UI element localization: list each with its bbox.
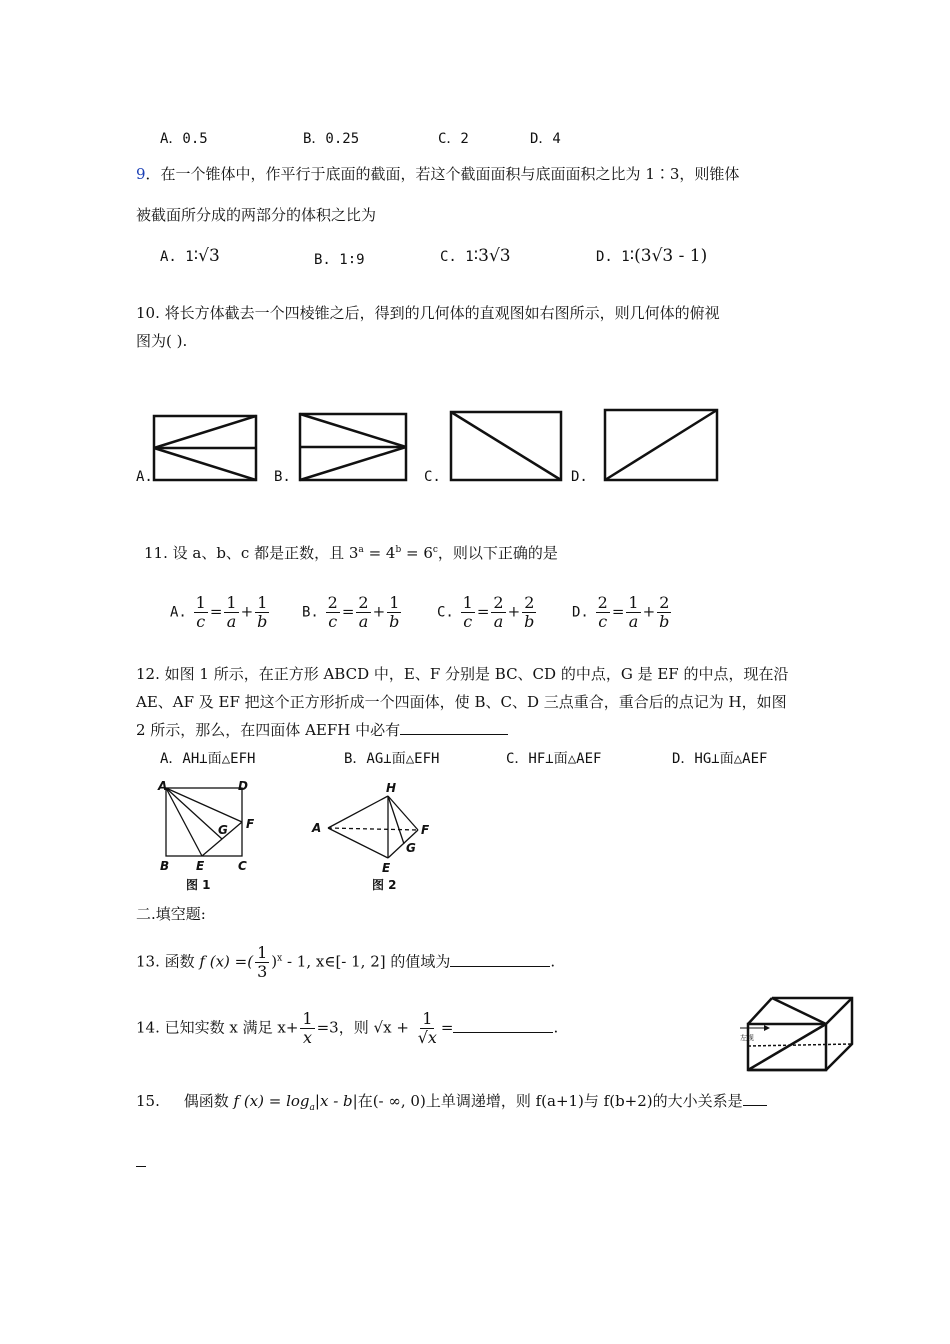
q9-stem-line2: 被截面所分成的两部分的体积之比为 [136,206,377,224]
q14-answer-blank [453,1032,553,1033]
q10-label-d: D. [571,469,588,485]
q9-option-c: C. 1∶3√3 [440,246,511,266]
fig2-label-e: E [382,861,391,875]
fig2-label-a: A [312,821,322,835]
q12-figure-2 [306,776,446,896]
fig1-label-d: D [238,779,248,793]
fig2-label-h: H [386,781,397,795]
q9-option-b: B. 1∶9 [314,252,365,268]
q8-option-a: A．0.5 [160,131,208,147]
q11-option-c: C. $\frac{1}{c}$ = $\frac{2}{a}$ + $\frac{2}{b}$ [437,593,535,631]
q8-option-d: D．4 [530,131,561,147]
q12-stem-line1: 12. 如图 1 所示，在正方形 ABCD 中，E、F 分别是 BC、CD 的中点，G 是 EF 的中点，现在沿 [136,665,789,683]
q9-option-a: A. 1∶√3 [160,246,220,266]
q10-label-b: B. [274,469,291,485]
q9-number: 9 [136,165,146,183]
q12-option-d: D．HG⊥面△AEF [672,751,768,767]
fig1-label-c: C [238,859,247,873]
q12-option-c: C．HF⊥面△AEF [506,751,602,767]
q12-option-b: B．AG⊥面△EFH [344,751,440,767]
q11-option-b: B. $\frac{2}{c}$ = $\frac{2}{a}$ + $\frac{1}{b}$ [302,593,400,631]
q13-answer-blank [450,966,550,967]
fig1-caption: 图 1 [186,878,211,892]
q8-option-b: B．0.25 [303,131,360,147]
fig2-caption: 图 2 [372,878,397,892]
q10-solid-figure [736,992,860,1078]
section-title-fill-in: 二.填空题: [136,905,206,923]
q10-stem-line1: 10. 将长方体截去一个四棱锥之后，得到的几何体的直观图如右图所示，则几何体的俯视 [136,304,720,322]
q11-option-a: A. $\frac{1}{c}$ = $\frac{1}{a}$ + $\frac{1}{b}$ [170,593,268,631]
q10-stem-line2: 图为( ). [136,332,188,350]
q15-stem: 15. 偶函数 f $(x) = \log_a|x - b|$在(- ∞, 0)上单调递增，则 f(a+1)与 f(b+2)的大小关系是 [136,1090,767,1113]
fig1-label-b: B [160,859,170,873]
q10-figure-c [451,412,561,480]
fig1-label-f: F [246,817,255,831]
fig1-label-e: E [196,859,205,873]
q12-stem-line3: 2 所示，那么，在四面体 AEFH 中必有 [136,719,508,740]
left-view-label: 左视 [740,1034,754,1042]
q9-option-d: D. 1∶(3√3 - 1) [596,246,708,266]
q15-answer-blank-continued [136,1166,146,1167]
q9-text: ．在一个锥体中，作平行于底面的截面，若这个截面面积与底面面积之比为 1∶3，则锥体 [145,165,740,183]
q10-figure-b [300,414,406,480]
q12-option-a: A．AH⊥面△EFH [160,751,256,767]
q10-figure-a [154,416,256,480]
q13-stem: 13. 函数 f (x) =( $\frac{1}{3}$ )$^x$ - 1, x∈[- 1, 2] 的值域为 . [136,943,556,981]
q10-label-a: A. [136,469,153,485]
q12-answer-blank [400,734,508,735]
q12-figure-1 [150,776,270,896]
q12-stem-line2: AE、AF 及 EF 把这个正方形折成一个四面体，使 B、C、D 三点重合，重合后的点记为 H，如图 [136,693,787,711]
fig1-label-g: G [218,823,228,837]
q15-answer-blank [743,1105,767,1106]
q11-option-d: D. $\frac{2}{c}$ = $\frac{1}{a}$ + $\frac{2}{b}$ [572,593,670,631]
fig2-label-g: G [406,841,416,855]
q8-option-c: C．2 [438,131,469,147]
q10-label-c: C. [424,469,441,485]
q10-figure-d [605,410,717,480]
q14-stem: 14. 已知实数 x 满足 x+ $\frac{1}{x}$ =3，则 √x + $\frac{1}{√x}$ = . [136,1009,559,1047]
q9-stem-line1 [136,163,739,184]
fig2-label-f: F [421,823,430,837]
fig1-label-a: A [158,779,168,793]
q11-stem: 11. 设 a、b、c 都是正数，且 $3^a = 4^b = 6^c$，则以下正确的是 [144,544,558,562]
